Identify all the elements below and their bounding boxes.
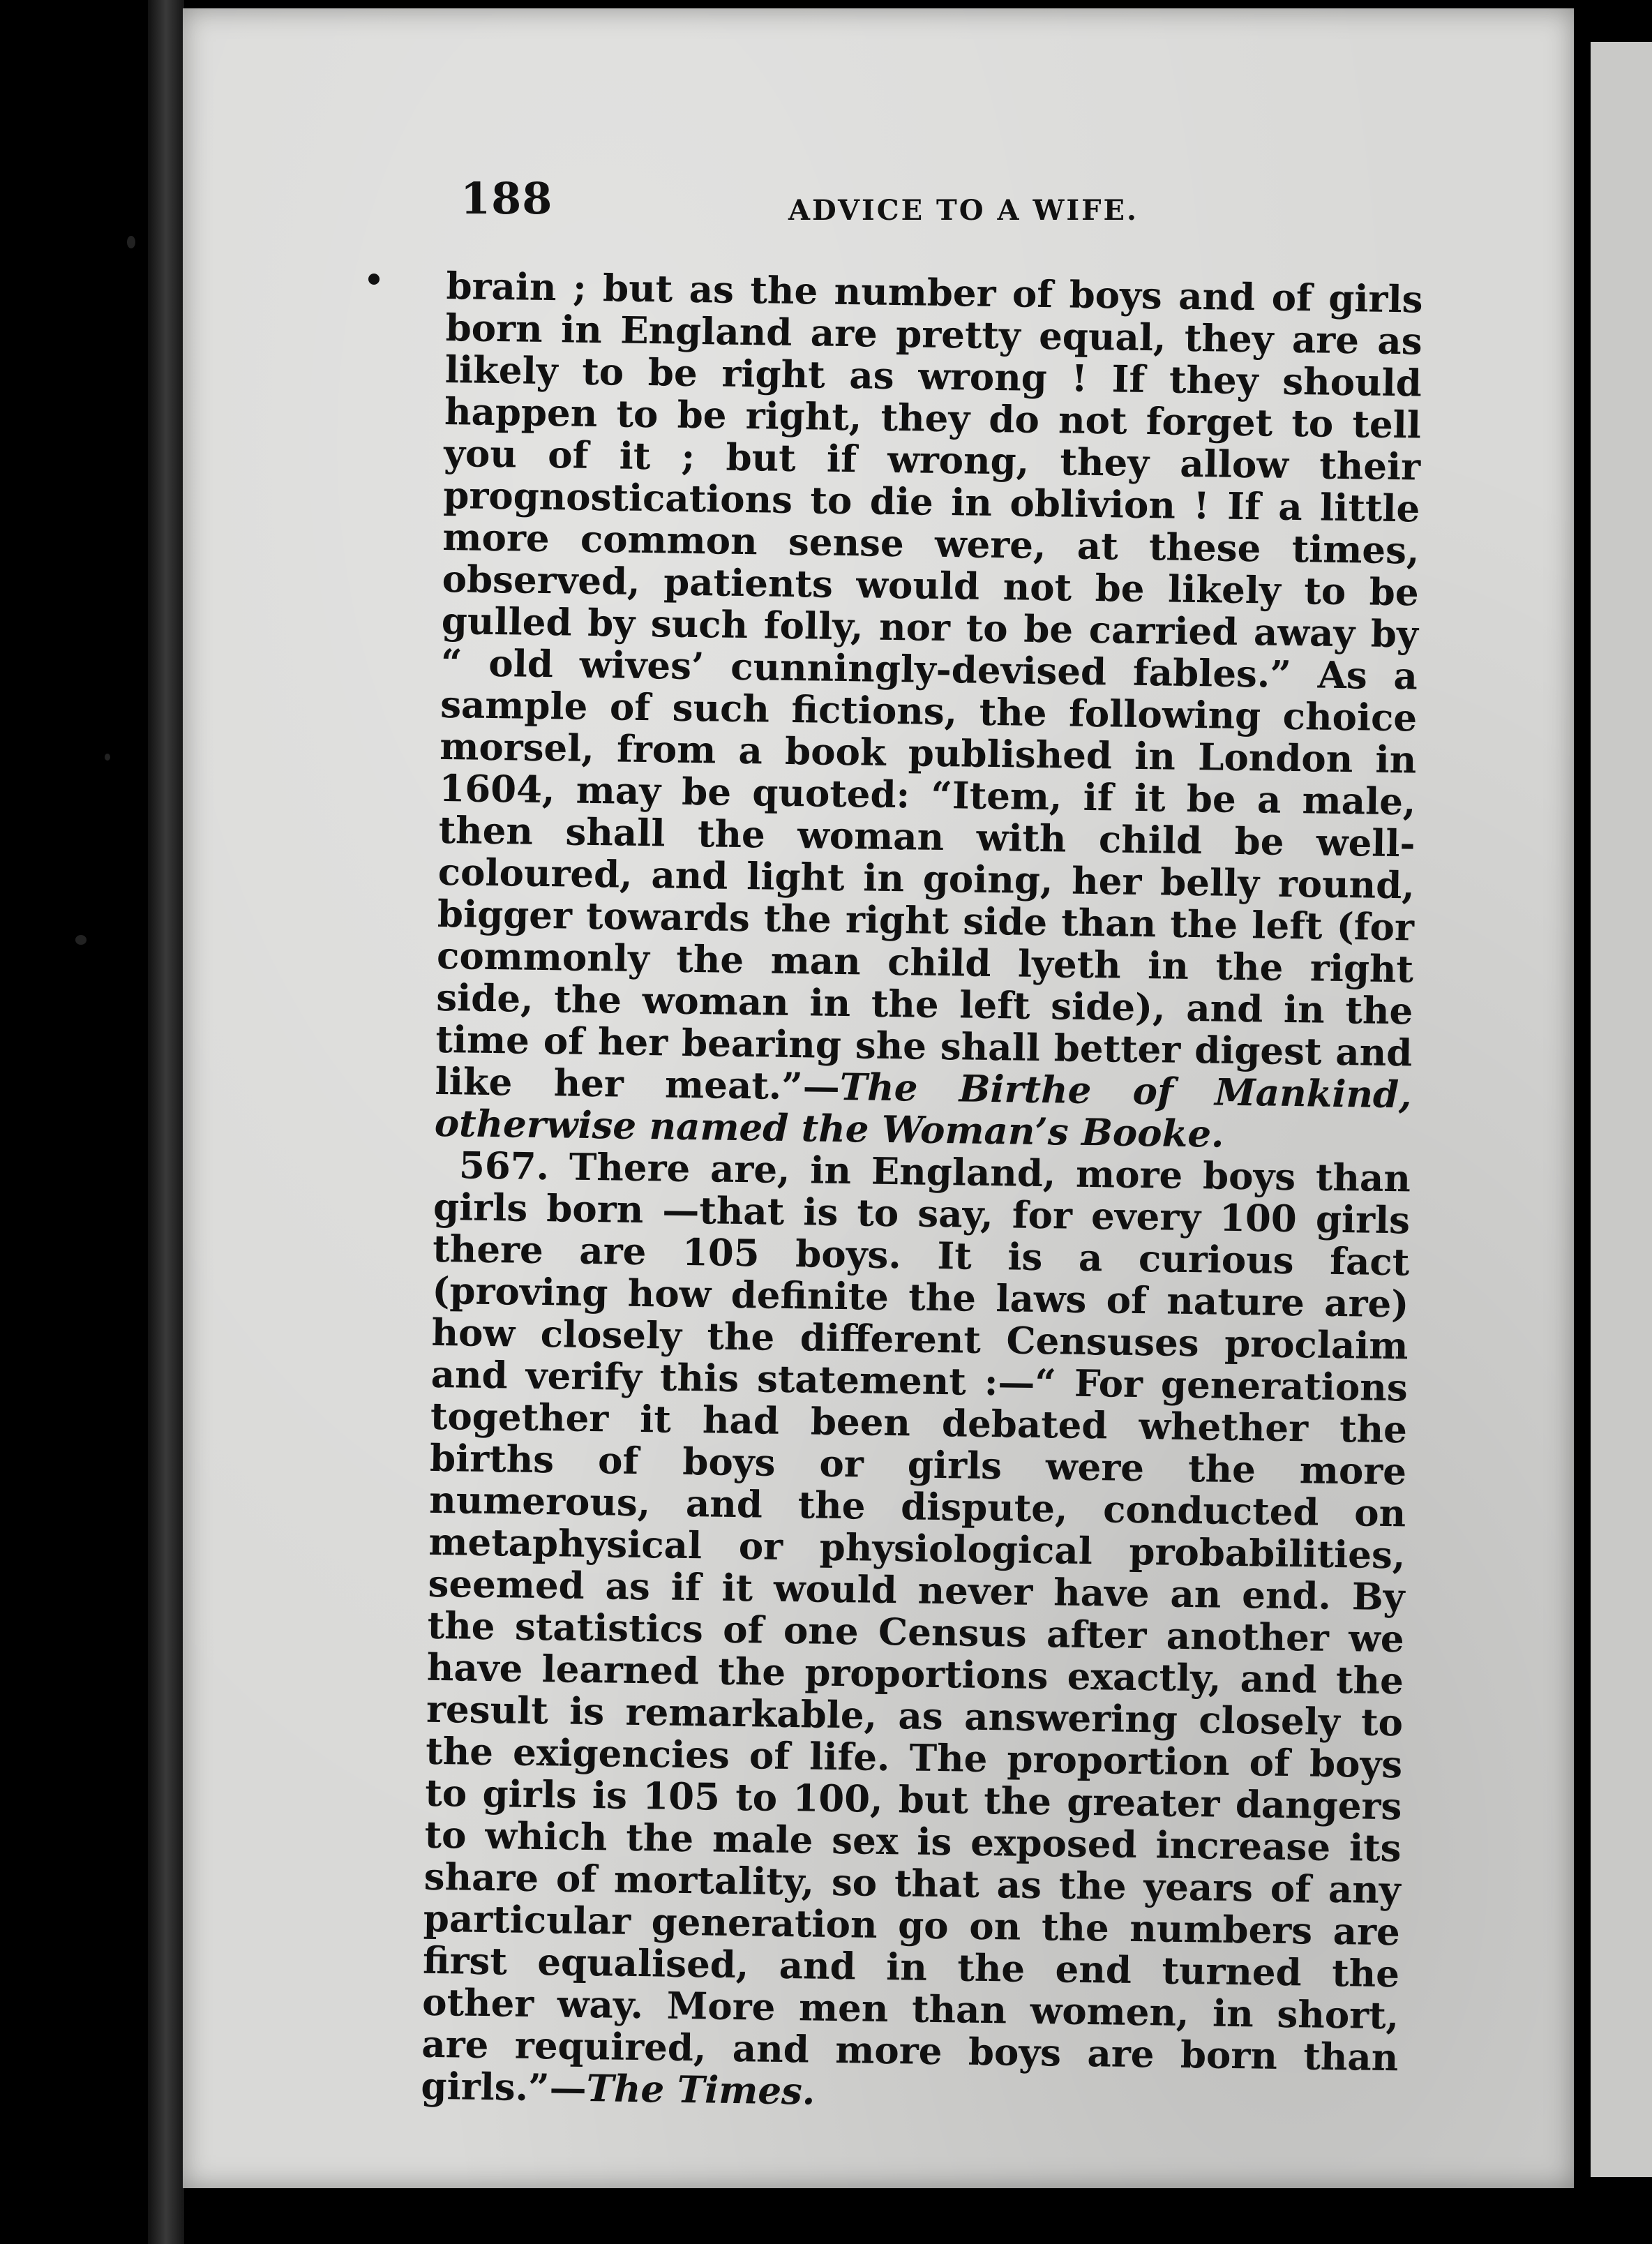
quotation-source: The Birthe of Mankind, otherwise named the Woman’s Booke. [434,1065,1412,1156]
margin-dot-mark [368,274,380,285]
facing-page-edge [1591,42,1652,2177]
paragraph-text: 567. There are, in England, more boys than girls born —that is to say, for every 100 girls there are 105 boys. It is a curious fact (proving how definite the laws of nature are) how closely the different Censuses proclaim and verify this statement :—“ For generations together it had been debated whether the births of boys or girls were the more numerous, and the dispute, conducted on metaphysical or physiological probabilities, seemed as if it would never have an end. By the statistics of one Census after another we have learned the proportions exactly, and the result is remarkable, as answering closely to the exigencies of life. The proportion of boys to girls is 105 to 100, but the greater dangers to which the male sex is exposed increase its share of mortality, so that as the years of any particular generation go on the numbers are first equalised, and in the end turned the other way. More men than women, in short, are required, and more boys are born than girls.”— [421,1144,1411,2111]
running-title: ADVICE TO A WIFE. [788,194,1139,227]
body-text [421,265,1423,2120]
paragraph-continuation [434,265,1422,1158]
paragraph-text: brain ; but as the number of boys and of girls born in England are pretty equal, they are as likely to be right as wrong ! If they should happen to be right, they do not forget to tell you of it ; but if wrong, they allow their prognostications to die in oblivion ! If a little more common sense were, at these times, observed, patients would not be likely to be gulled by such folly, nor to be carried away by “ old wives’ cunningly-devised fables.” As a sample of such fictions, the following choice morsel, from a book published in London in 1604, may be quoted: “Item, if it be a male, then shall the woman with child be well-coloured, and light in going, her belly round, bigger towards the right side than the left (for commonly the man child lyeth in the right side, the woman in the left side), and in the time of her bearing she shall better digest and like her meat.”— [435,264,1423,1109]
page-right-gutter [1574,35,1591,2198]
scan-speck [105,754,110,761]
book-binding-edge [148,0,184,2244]
scan-speck [75,935,87,945]
paragraph-567 [421,1144,1411,2120]
quotation-source: The Times. [586,2067,816,2114]
page-number: 188 [460,173,553,224]
scan-speck [127,236,135,248]
